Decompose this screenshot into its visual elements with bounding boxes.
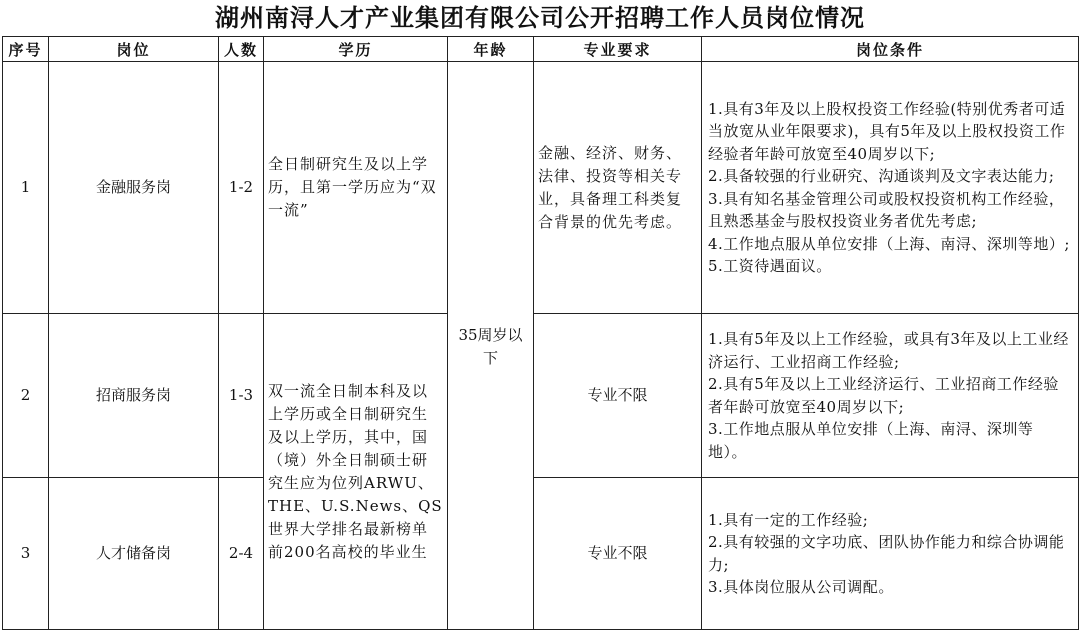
- condition-item: 3.具体岗位服从公司调配。: [708, 578, 894, 596]
- row-education-shared: 双一流全日制本科及以上学历或全日制研究生及以上学历，其中，国（境）外全日制硕士研究生应为位列ARWU、THE、U.S.News、QS世界大学排名最新榜单前200名高校的毕业生: [264, 314, 448, 630]
- condition-item: 3.具有知名基金管理公司或股权投资机构工作经验，且熟悉基金与股权投资业务者优先考虑;: [708, 189, 1065, 230]
- header-age: 年龄: [448, 37, 534, 62]
- row-position: 招商服务岗: [49, 314, 219, 478]
- condition-item: 3.工作地点服从单位安排（上海、南浔、深圳等地）。: [708, 420, 1034, 461]
- row-seq: 3: [3, 478, 49, 630]
- row-conditions: [702, 478, 1079, 630]
- row-seq: 2: [3, 314, 49, 478]
- age-requirement: 35周岁以下: [448, 62, 534, 630]
- header-count: 人数: [219, 37, 264, 62]
- condition-item: 1.具有5年及以上工作经验，或具有3年及以上工业经济运行、工业招商工作经验;: [708, 330, 1069, 371]
- condition-item: 2.具有5年及以上工业经济运行、工业招商工作经验者年龄可放宽至40周岁以下;: [708, 375, 1059, 416]
- row-position: 人才储备岗: [49, 478, 219, 630]
- condition-item: 1.具有一定的工作经验;: [708, 510, 869, 529]
- table-row: [3, 478, 1079, 630]
- header-conditions: 岗位条件: [702, 37, 1079, 62]
- row-major: 专业不限: [534, 314, 702, 478]
- row-position: 金融服务岗: [49, 62, 219, 314]
- condition-item: 1.具有3年及以上股权投资工作经验(特别优秀者可适当放宽从业年限要求)，具有5年及以上股权投资工作经验者年龄可放宽至40周岁以下;: [708, 99, 1066, 163]
- header-education: 学历: [264, 37, 448, 62]
- header-position: 岗位: [49, 37, 219, 62]
- table-row: [3, 314, 1079, 478]
- header-seq: 序号: [3, 37, 49, 62]
- page-title: 湖州南浔人才产业集团有限公司公开招聘工作人员岗位情况: [215, 4, 865, 32]
- header-major: 专业要求: [534, 37, 702, 62]
- row-count: 2-4: [219, 478, 264, 630]
- condition-item: 5.工资待遇面议。: [708, 257, 832, 275]
- row-count: 1-2: [219, 62, 264, 314]
- row-conditions: [702, 314, 1079, 478]
- table-header-row: [3, 37, 1079, 62]
- row-major: 金融、经济、财务、法律、投资等相关专业，具备理工科类复合背景的优先考虑。: [534, 62, 702, 314]
- condition-item: 4.工作地点服从单位安排（上海、南浔、深圳等地）;: [708, 234, 1070, 253]
- row-education: 全日制研究生及以上学历，且第一学历应为“双一流”: [264, 62, 448, 314]
- table-row: [3, 62, 1079, 314]
- row-major: 专业不限: [534, 478, 702, 630]
- row-seq: 1: [3, 62, 49, 314]
- row-count: 1-3: [219, 314, 264, 478]
- row-conditions: [702, 62, 1079, 314]
- condition-item: 2.具备较强的行业研究、沟通谈判及文字表达能力;: [708, 167, 1055, 185]
- condition-item: 2.具有较强的文字功底、团队协作能力和综合协调能力;: [708, 533, 1065, 574]
- positions-table: [2, 36, 1079, 630]
